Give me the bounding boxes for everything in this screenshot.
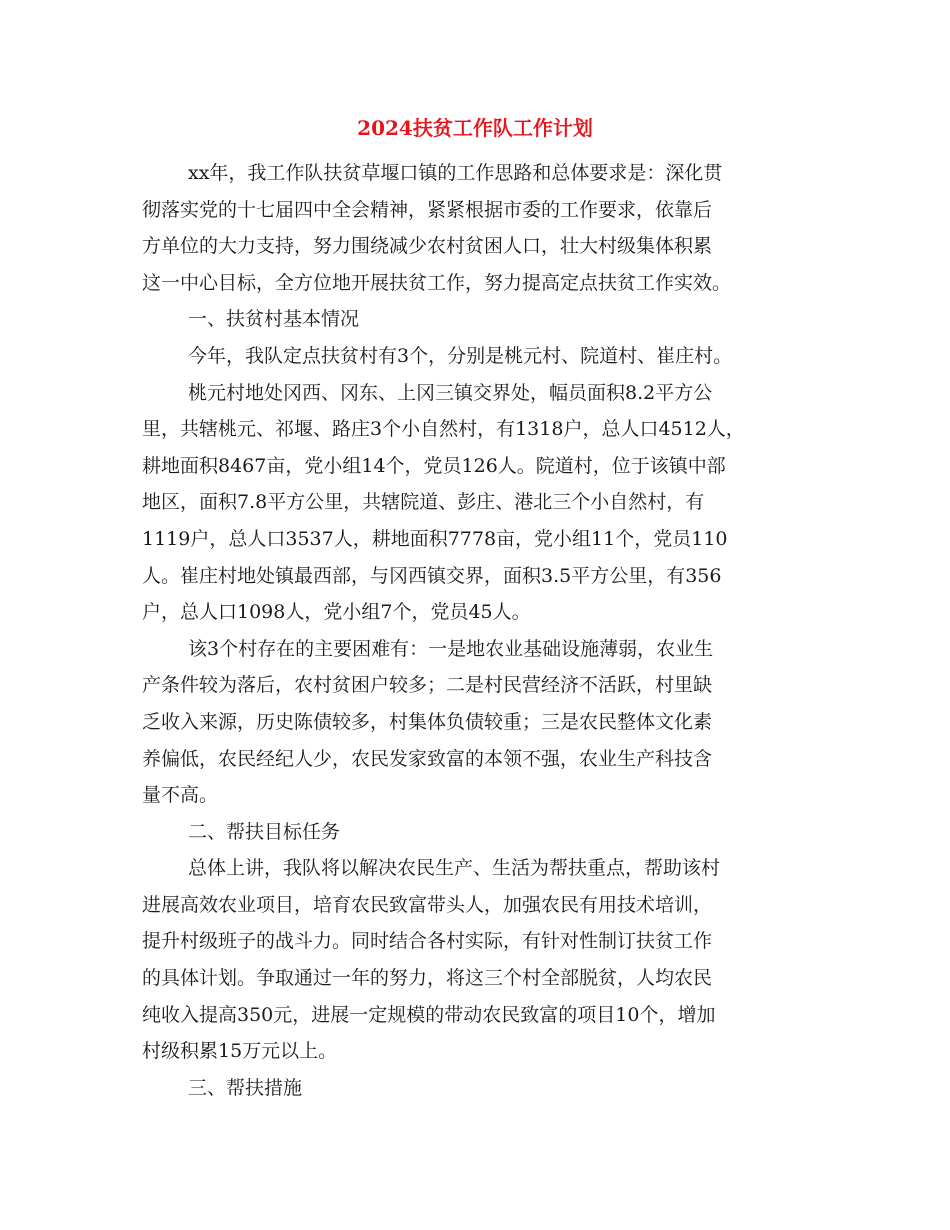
text-line: 养偏低，农民经纪人少，农民发家致富的本领不强，农业生产科技含 <box>142 747 713 770</box>
document-body <box>142 155 812 1106</box>
text-line: 进展高效农业项目，培育农民致富带头人，加强农民有用技术培训， <box>142 893 713 916</box>
text-line: 这一中心目标，全方位地开展扶贫工作，努力提高定点扶贫工作实效。 <box>142 271 732 294</box>
text-line: 纯收入提高350元，进展一定规模的带动农民致富的项目10个，增加 <box>142 1003 716 1026</box>
text-line: 量不高。 <box>142 784 219 807</box>
document-title: 2024扶贫工作队工作计划 <box>357 116 593 140</box>
text-line: 彻落实党的十七届四中全会精神，紧紧根据市委的工作要求，依靠后 <box>142 198 713 221</box>
text-line: 地区，面积7.8平方公里，共辖院道、彭庄、港北三个小自然村，有 <box>142 491 705 514</box>
text-line: 该3个村存在的主要困难有：一是地农业基础设施薄弱，农业生 <box>188 637 714 660</box>
text-line: xx年，我工作队扶贫草堰口镇的工作思路和总体要求是：深化贯 <box>188 162 723 184</box>
text-line: 户，总人口1098人，党小组7个，党员45人。 <box>142 601 531 624</box>
text-line: 一、扶贫村基本情况 <box>188 308 360 331</box>
text-line: 产条件较为落后，农村贫困户较多；二是村民营经济不活跃，村里缺 <box>142 674 713 697</box>
text-line: 方单位的大力支持，努力围绕减少农村贫困人口，壮大村级集体积累 <box>142 235 713 258</box>
text-line: 的具体计划。争取通过一年的努力，将这三个村全部脱贫，人均农民 <box>142 967 713 990</box>
text-line: 耕地面积8467亩，党小组14个，党员126人。院道村，位于该镇中部 <box>142 454 726 477</box>
text-line: 桃元村地处冈西、冈东、上冈三镇交界处，幅员面积8.2平方公 <box>188 381 713 404</box>
text-line: 总体上讲，我队将以解决农民生产、生活为帮扶重点，帮助该村 <box>188 857 721 880</box>
text-line: 人。崔庄村地处镇最西部，与冈西镇交界，面积3.5平方公里，有356 <box>142 564 722 587</box>
text-line: 三、帮扶措施 <box>188 1076 303 1099</box>
text-line: 今年，我队定点扶贫村有3个，分别是桃元村、院道村、崔庄村。 <box>188 344 733 367</box>
text-line: 提升村级班子的战斗力。同时结合各村实际，有针对性制订扶贫工作 <box>142 930 713 953</box>
text-line: 1119户，总人口3537人，耕地面积7778亩，党小组11个，党员110 <box>142 527 728 550</box>
text-line: 乏收入来源，历史陈债较多，村集体负债较重；三是农民整体文化素 <box>142 710 713 733</box>
text-line: 里，共辖桃元、祁堰、路庄3个小自然村，有1318户，总人口4512人， <box>142 418 745 441</box>
text-line: 村级积累15万元以上。 <box>142 1040 338 1063</box>
text-line: 二、帮扶目标任务 <box>188 820 341 843</box>
